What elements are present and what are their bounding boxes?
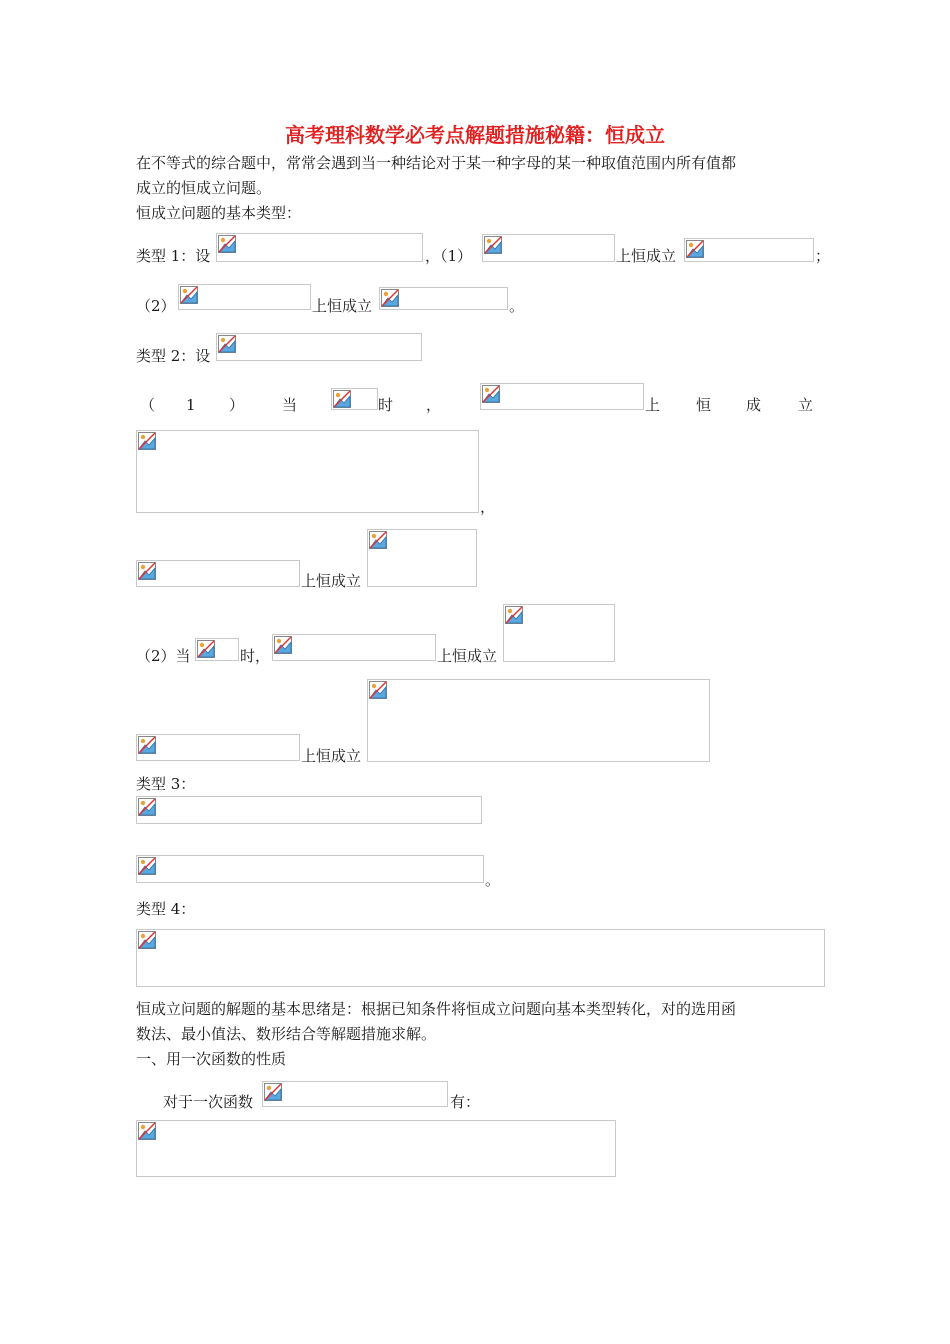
formula-image	[684, 238, 814, 262]
type1-part2: （2）	[136, 297, 176, 315]
text-char: 上	[645, 396, 661, 414]
formula-image	[482, 234, 615, 262]
formula-image	[262, 1081, 448, 1107]
linear-has: 有：	[450, 1093, 481, 1111]
linear-prefix: 对于一次函数	[163, 1093, 254, 1111]
formula-image	[331, 388, 378, 410]
broken-image-icon	[197, 640, 215, 658]
broken-image-icon	[138, 931, 156, 949]
broken-image-icon	[369, 531, 387, 549]
type2-holds-b: 上恒成立	[437, 647, 498, 665]
broken-image-icon	[138, 857, 156, 875]
text-char: 当	[282, 396, 298, 414]
broken-image-icon	[505, 606, 523, 624]
type1-holds-1: 上恒成立	[616, 247, 677, 265]
formula-image	[136, 560, 300, 587]
formula-image	[379, 287, 508, 310]
formula-image	[136, 1120, 616, 1177]
formula-image	[367, 529, 477, 587]
basic-types-heading: 恒成立问题的基本类型：	[136, 204, 302, 222]
type1-semicolon: ；	[815, 247, 831, 265]
broken-image-icon	[218, 235, 236, 253]
formula-image	[272, 634, 436, 661]
type2-comma: ，	[480, 498, 496, 516]
formula-image	[367, 679, 710, 762]
formula-image	[178, 284, 311, 310]
text-char: 时	[378, 396, 394, 414]
type1-period: 。	[509, 297, 525, 315]
type2-part2-prefix: （2）当	[136, 647, 191, 665]
text-char: 1	[186, 396, 196, 414]
type3-period: 。	[485, 871, 501, 889]
text-char: ）	[229, 396, 245, 414]
broken-image-icon	[138, 1122, 156, 1140]
summary-line-2: 数法、最小值法、数形结合等解题措施求解。	[136, 1025, 437, 1043]
text-char: 立	[798, 396, 814, 414]
type4-heading: 类型 4：	[136, 900, 196, 918]
type2-prefix: 类型 2：设	[136, 347, 211, 365]
broken-image-icon	[138, 798, 156, 816]
formula-image	[136, 796, 482, 824]
broken-image-icon	[180, 286, 198, 304]
broken-image-icon	[381, 289, 399, 307]
broken-image-icon	[138, 736, 156, 754]
type2-part2-when: 时，	[240, 647, 271, 665]
type1-holds-2: 上恒成立	[312, 297, 373, 315]
document-title: 高考理科数学必考点解题措施秘籍：恒成立	[285, 123, 665, 147]
broken-image-icon	[484, 236, 502, 254]
formula-image	[195, 638, 239, 661]
type1-part1: ，（1）	[425, 247, 473, 265]
formula-image	[216, 333, 422, 361]
broken-image-icon	[686, 240, 704, 258]
text-char: （	[140, 396, 156, 414]
formula-image	[503, 604, 615, 662]
formula-image	[136, 734, 300, 761]
broken-image-icon	[264, 1083, 282, 1101]
intro-line-1: 在不等式的综合题中，常常会遇到当一种结论对于某一种字母的某一种取值范围内所有值都	[136, 154, 737, 172]
formula-image	[136, 855, 484, 883]
text-char: 成	[746, 396, 762, 414]
formula-image	[136, 430, 479, 513]
text-char: ，	[426, 396, 442, 414]
formula-image	[136, 929, 825, 987]
broken-image-icon	[138, 432, 156, 450]
type2-holds-a: 上恒成立	[301, 572, 362, 590]
broken-image-icon	[333, 390, 351, 408]
broken-image-icon	[218, 335, 236, 353]
formula-image	[480, 383, 644, 410]
intro-line-2: 成立的恒成立问题。	[136, 179, 272, 197]
summary-line-1: 恒成立问题的解题的基本思绪是：根据已知条件将恒成立问题向基本类型转化，对的选用函	[136, 1000, 737, 1018]
type1-prefix: 类型 1：设	[136, 247, 211, 265]
broken-image-icon	[369, 681, 387, 699]
broken-image-icon	[482, 385, 500, 403]
broken-image-icon	[274, 636, 292, 654]
text-char: 恒	[696, 396, 712, 414]
formula-image	[216, 233, 423, 262]
type2-holds-c: 上恒成立	[301, 747, 362, 765]
broken-image-icon	[138, 562, 156, 580]
type3-heading: 类型 3：	[136, 775, 196, 793]
section-heading-1: 一、用一次函数的性质	[136, 1050, 287, 1068]
